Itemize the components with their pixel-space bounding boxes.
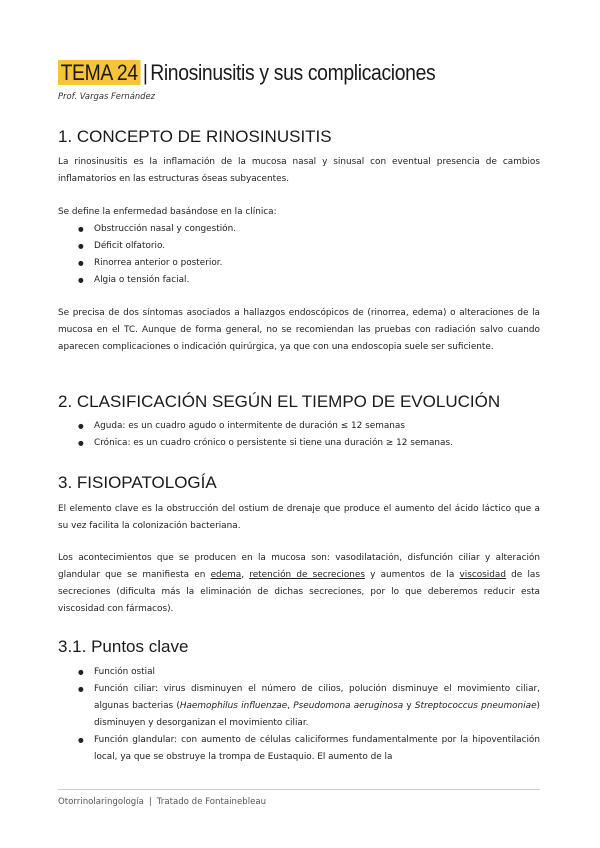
list-item: ● Función ciliar: virus disminuyen el número de cilios, polución disminuye el movimiento ciliar, algunas bacterias (Haemophilus influenzae, Pseudomona aeruginosa y Streptococcus pneumoniae) disminuyen y desorganizan el movimiento ciliar. [76, 681, 540, 732]
list-item: ● Rinorrea anterior o posterior. [76, 255, 236, 272]
symptom-list [76, 221, 236, 289]
footer-source: Tratado de Fontainebleau [156, 797, 267, 807]
section-heading-2: 2. CLASIFICACIÓN SEGÚN EL TIEMPO DE EVOLUCIÓN [58, 392, 501, 411]
list-item: ● Aguda: es un cuadro agudo o intermitente de duración ≤ 12 semanas [76, 418, 453, 435]
section-heading-1: 1. CONCEPTO DE RINOSINUSITIS [58, 127, 332, 146]
paragraph-diagnosis: Se precisa de dos síntomas asociados a hallazgos endoscópicos de (rinorrea, edema) o alteraciones de la mucosa en el TC. Aunque de forma general, no se recomiendan las pruebas con radiación salvo cuando aparecen complicaciones o indicación quirúrgica, ya que con una endoscopia suele ser suficiente. [58, 308, 540, 352]
subsection-heading-3-1: 3.1. Puntos clave [58, 637, 189, 656]
title-separator: | [142, 60, 148, 85]
key-points-list [76, 664, 540, 766]
paragraph-mucosa-events: Los acontecimientos que se producen en la mucosa son: vasodilatación, disfunción ciliar y alteración glandular que se manifiesta en edema, retención de secreciones y aumentos de la viscosidad de las secreciones (dificulta más la eliminación de dichas secreciones, por lo que deberemos reducir esta viscosidad con fármacos). [58, 553, 540, 614]
paragraph-definition: La rinosinusitis es la inflamación de la mucosa nasal y sinusal con eventual presencia de cambios inflamatorios en las estructuras óseas subyacentes. [58, 157, 540, 184]
list-item: ● Función glandular: con aumento de células caliciformes fundamentalmente por la hipoventilación local, ya que se obstruye la trompa de Eustaquio. El aumento de la [76, 732, 540, 766]
footer-subject: Otorrinolaringología [58, 797, 144, 807]
document-title [58, 60, 435, 86]
page-footer [58, 797, 266, 807]
underlined-term-edema: edema [210, 570, 242, 580]
paragraph-key-element: El elemento clave es la obstrucción del ostium de drenaje que produce el aumento del ácido láctico que a su vez facilita la colonización bacteriana. [58, 504, 540, 531]
tema-badge: TEMA 24 [58, 60, 140, 85]
footer-divider [58, 789, 540, 790]
list-item: ● Algia o tensión facial. [76, 272, 236, 289]
underlined-term-viscosity: viscosidad [459, 570, 506, 580]
list-item: ● Función ostial [76, 664, 540, 681]
underlined-term-retention: retención de secreciones [249, 570, 365, 580]
list-item: ● Déficit olfatorio. [76, 238, 236, 255]
list-item: ● Obstrucción nasal y congestión. [76, 221, 236, 238]
section-heading-3: 3. FISIOPATOLOGÍA [58, 473, 217, 492]
author-line: Prof. Vargas Fernández [58, 91, 156, 101]
title-text: Rinosinusitis y sus complicaciones [150, 60, 436, 85]
paragraph-clinic-intro: Se define la enfermedad basándose en la clínica: [58, 207, 277, 217]
footer-separator: | [148, 797, 152, 807]
classification-list [76, 418, 453, 452]
list-item: ● Crónica: es un cuadro crónico o persistente si tiene una duración ≥ 12 semanas. [76, 435, 453, 452]
